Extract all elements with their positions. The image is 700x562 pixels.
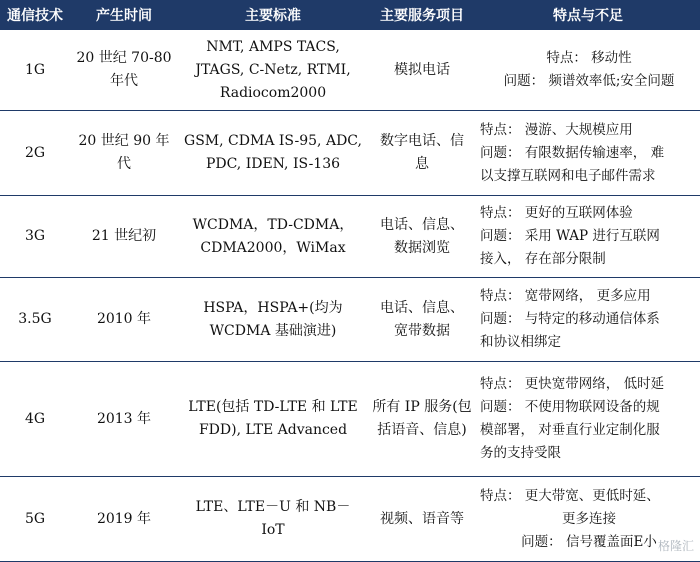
cell-tech: 3.5G — [0, 278, 70, 362]
table-row — [0, 477, 700, 562]
cell-standard: LTE、LTE－U 和 NB－ IoT — [178, 477, 368, 562]
table-row — [0, 278, 700, 362]
cell-time: 2013 年 — [70, 362, 178, 477]
header-row — [0, 0, 700, 30]
cell-tech: 3G — [0, 196, 70, 278]
cell-time: 20 世纪 70-80 年代 — [70, 30, 178, 111]
cell-standard: GSM, CDMA IS-95, ADC, PDC, IDEN, IS-136 — [178, 111, 368, 196]
cell-tech: 2G — [0, 111, 70, 196]
header-standard: 主要标准 — [178, 0, 368, 30]
cell-standard: HSPA，HSPA+(均为 WCDMA 基础演进) — [178, 278, 368, 362]
cell-service: 数字电话、信 息 — [368, 111, 476, 196]
table-row — [0, 196, 700, 278]
table-row — [0, 362, 700, 477]
header-tech: 通信技术 — [0, 0, 70, 30]
cell-standard: LTE(包括 TD-LTE 和 LTE FDD), LTE Advanced — [178, 362, 368, 477]
header-service: 主要服务项目 — [368, 0, 476, 30]
cell-standard: NMT, AMPS TACS, JTAGS, C-Netz, RTMI, Radiocom2000 — [178, 30, 368, 111]
cell-time: 20 世纪 90 年 代 — [70, 111, 178, 196]
cell-service: 电话、信息、 宽带数据 — [368, 278, 476, 362]
cell-features: 特点： 更快宽带网络， 低时延 问题： 不使用物联网设备的规 模部署， 对垂直行业定制化服 务的支持受限 — [476, 362, 700, 477]
cell-tech: 1G — [0, 30, 70, 111]
cell-features: 特点： 移动性 问题： 频谱效率低;安全问题 — [476, 30, 700, 111]
cell-service: 电话、信息、 数据浏览 — [368, 196, 476, 278]
cell-tech: 5G — [0, 477, 70, 562]
table-row — [0, 111, 700, 196]
cell-time: 2019 年 — [70, 477, 178, 562]
cell-features: 特点： 漫游、大规模应用 问题： 有限数据传输速率， 难 以支撑互联网和电子邮件需求 — [476, 111, 700, 196]
cell-service: 视频、语音等 — [368, 477, 476, 562]
cell-features: 特点： 更大带宽、更低时延、 更多连接 问题： 信号覆盖面E小 — [476, 477, 700, 562]
header-features: 特点与不足 — [476, 0, 700, 30]
watermark: 格隆汇 — [657, 539, 694, 553]
header-time: 产生时间 — [70, 0, 178, 30]
cell-tech: 4G — [0, 362, 70, 477]
table-row — [0, 30, 700, 111]
cell-service: 所有 IP 服务(包 括语音、信息) — [368, 362, 476, 477]
cell-time: 2010 年 — [70, 278, 178, 362]
cell-standard: WCDMA，TD-CDMA， CDMA2000，WiMax — [178, 196, 368, 278]
cell-features: 特点： 更好的互联网体验 问题： 采用 WAP 进行互联网 接入， 存在部分限制 — [476, 196, 700, 278]
cell-service: 模拟电话 — [368, 30, 476, 111]
cell-features: 特点： 宽带网络， 更多应用 问题： 与特定的移动通信体系 和协议相绑定 — [476, 278, 700, 362]
cell-time: 21 世纪初 — [70, 196, 178, 278]
